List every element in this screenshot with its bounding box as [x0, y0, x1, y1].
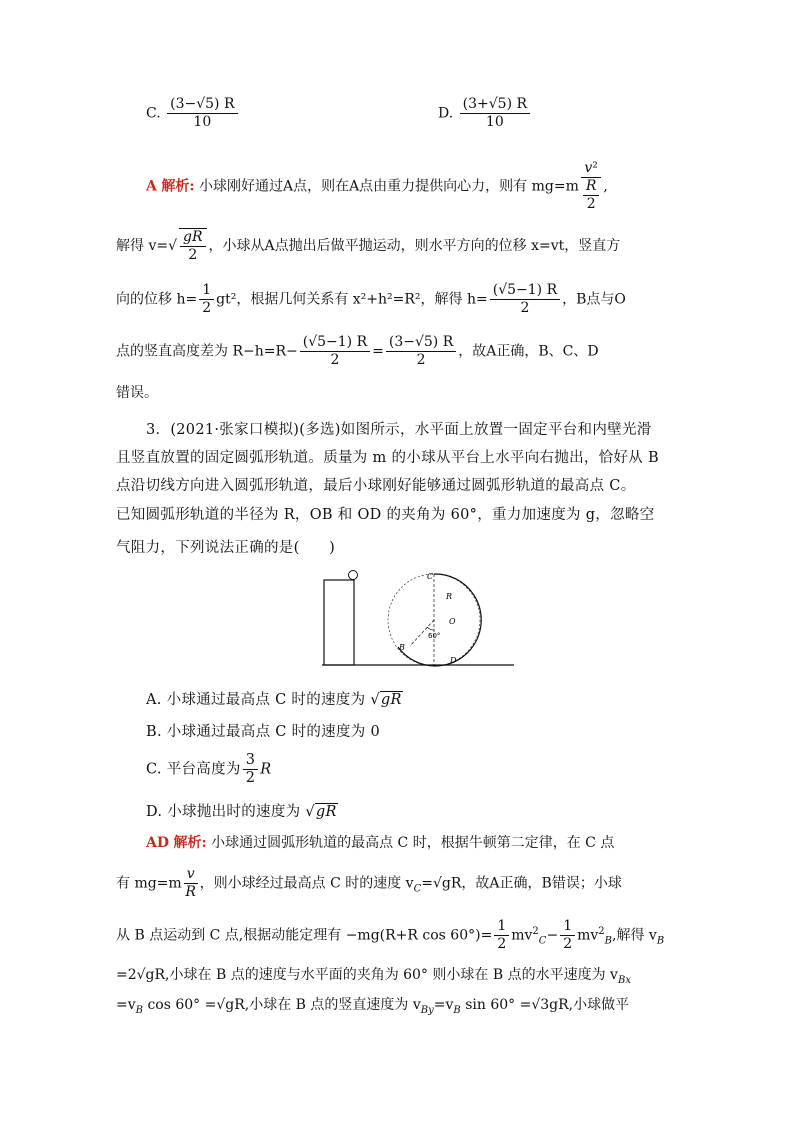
- option-d-label: D.: [438, 105, 454, 122]
- solution3-line3: 从 B 点运动到 C 点,根据动能定理有 −mg(R+R cos 60°)= $\frac{1}{2}$ $mv^2_C-$ $\frac{1}{2}$ $mv^2_B$,解得 $v_B$: [116, 918, 665, 952]
- circular-track: [398, 574, 481, 666]
- solution3-line4: =2√gR,小球在 B 点的速度与水平面的夹角为 60° 则小球在 B 点的水平速度为 $v_{Bx}$: [116, 967, 631, 986]
- solution3-line5: $=v_B$ cos 60° =√gR,小球在 B 点的竖直速度为 $v_{By}=v_B$ sin 60° =√3gR,小球做平: [116, 997, 630, 1016]
- label-o: O: [449, 617, 456, 626]
- platform: [324, 580, 354, 665]
- solution3-line2: 有 mg=m $\frac{v}{R}$ ，则小球经过最高点 C 时的速度 $v_C=√gR$，故A正确，B错误；小球: [116, 866, 622, 900]
- analysis-tag: 解析:: [161, 178, 195, 195]
- option3-d: D. 小球抛出时的速度为 √gR: [146, 804, 337, 820]
- angle-arc: [427, 627, 434, 630]
- option-d: [438, 96, 532, 131]
- option3-b: B. 小球通过最高点 C 时的速度为 0: [146, 724, 381, 740]
- analysis-tag-3: 解析:: [173, 835, 207, 851]
- solution2-line2: 解得 v=√ $\frac{gR}{2}$ ，小球从A点抛出后做平抛运动，则水平方向的位移 x=vt，竖直方: [116, 229, 621, 263]
- centripetal-fraction: $\frac{\text{v²}}{\frac{R}{2}}$: [581, 160, 602, 213]
- solution3-line1: AD 解析: 小球通过圆弧形轨道的最高点 C 时，根据牛顿第二定律，在 C 点: [146, 835, 615, 851]
- height-fraction: $\frac{(√5-1) R}{2}$: [490, 282, 560, 317]
- answer-key-3: AD: [146, 835, 170, 851]
- label-angle: 60°: [428, 632, 441, 640]
- question3-line1: 3．(2021·张家口模拟)(多选)如图所示，水平面上放置一固定平台和内壁光滑: [146, 422, 652, 438]
- velocity-sqrt-fraction: $\frac{gR}{2}$: [179, 228, 207, 264]
- question3-line2: 且竖直放置的固定圆弧形轨道。质量为 m 的小球从平台上水平向右抛出，恰好从 B: [116, 450, 659, 466]
- solution2-line5: 错误。: [116, 385, 158, 401]
- solution2-line1: A 解析: 小球刚好通过A点，则在A点由重力提供向心力，则有 mg=m $\frac{\text{v²}}{\frac{R}{2}}$ ,: [146, 160, 608, 212]
- option-c-label: C.: [146, 105, 161, 122]
- track-figure: [318, 566, 518, 672]
- label-r: R: [446, 592, 453, 601]
- option3-a: A. 小球通过最高点 C 时的速度为 √gR: [146, 692, 402, 708]
- solution2-line4: 点的竖直高度差为 R−h=R− $\frac{(√5-1) R}{2}$ = $\frac{(3-√5) R}{2}$ ，故A正确，B、C、D: [116, 334, 599, 368]
- option-c-fraction: $\frac{(3-√5) R}{10}$: [167, 96, 237, 131]
- label-b: B: [399, 643, 405, 652]
- question3-line3: 点沿切线方向进入圆弧形轨道，最后小球刚好能够通过圆弧形轨道的最高点 C。: [116, 478, 636, 494]
- solution2-line3: 向的位移 h= $\frac{1}{2}$ gt²，根据几何关系有 x²+h²=R²，解得 h= $\frac{(√5-1) R}{2}$ ，B点与O: [116, 282, 626, 316]
- label-d: D: [450, 656, 457, 665]
- question3-line4: 已知圆弧形轨道的半径为 R，OB 和 OD 的夹角为 60°，重力加速度为 g，忽略空: [116, 507, 655, 523]
- question3-line5: 气阻力，下列说法正确的是( ): [116, 540, 336, 556]
- option-c: [146, 96, 240, 131]
- option3-c: C. 平台高度为 $\frac{3}{2}$ R: [146, 752, 272, 786]
- label-c: C: [427, 572, 434, 581]
- option-d-fraction: $\frac{(3+√5) R}{10}$: [460, 96, 530, 131]
- ball: [349, 571, 358, 580]
- answer-key: A: [146, 178, 157, 195]
